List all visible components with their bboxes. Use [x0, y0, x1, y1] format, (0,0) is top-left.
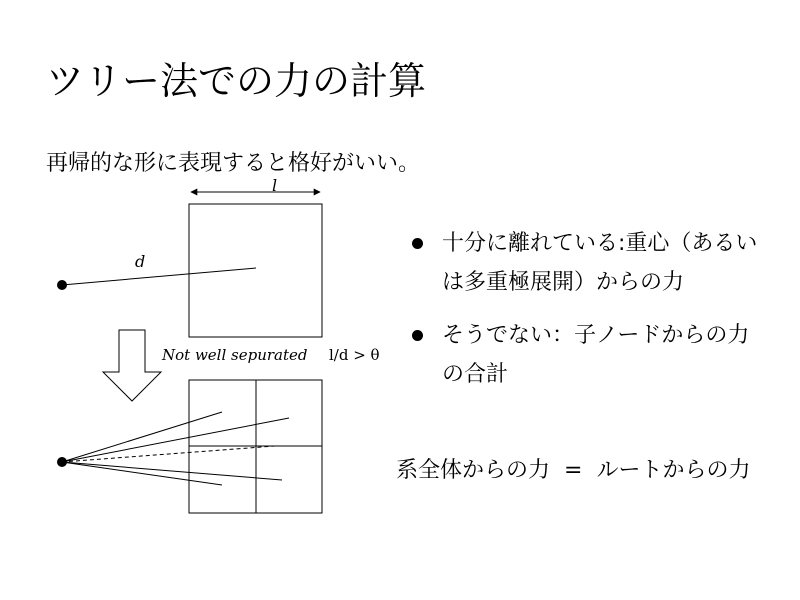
down-arrow — [103, 330, 161, 401]
summary-equals: = — [564, 458, 583, 483]
force-line-4 — [62, 462, 282, 480]
force-line-2 — [62, 418, 289, 462]
summary-lhs: 系全体からの力 — [396, 458, 551, 483]
slide-title: ツリー法での力の計算 — [46, 59, 427, 103]
bullet-list — [412, 224, 762, 394]
bullet-text: そうでない：子ノードからの力の合計 — [442, 323, 750, 387]
label-d: d — [135, 252, 146, 271]
distance-line — [62, 268, 256, 285]
label-not-well-separated: Not well sepurated — [162, 346, 308, 364]
force-line-3 — [62, 446, 275, 462]
parent-cell — [189, 204, 322, 337]
force-line-1 — [62, 412, 222, 462]
opening-criterion: l/d > θ — [329, 346, 380, 364]
summary-rhs: ルートからの力 — [596, 458, 751, 483]
bullet-text: 十分に離れている:重心（あるいは多重極展開）からの力 — [442, 231, 758, 295]
bullet-dot — [412, 238, 423, 249]
bullet-well-separated — [412, 224, 762, 302]
bullet-dot — [412, 330, 423, 341]
label-l: l — [272, 176, 278, 195]
slide-subtitle: 再帰的な形に表現すると格好がいい。 — [46, 151, 421, 176]
summary-equation — [396, 452, 756, 490]
bullet-not-separated — [412, 316, 762, 394]
